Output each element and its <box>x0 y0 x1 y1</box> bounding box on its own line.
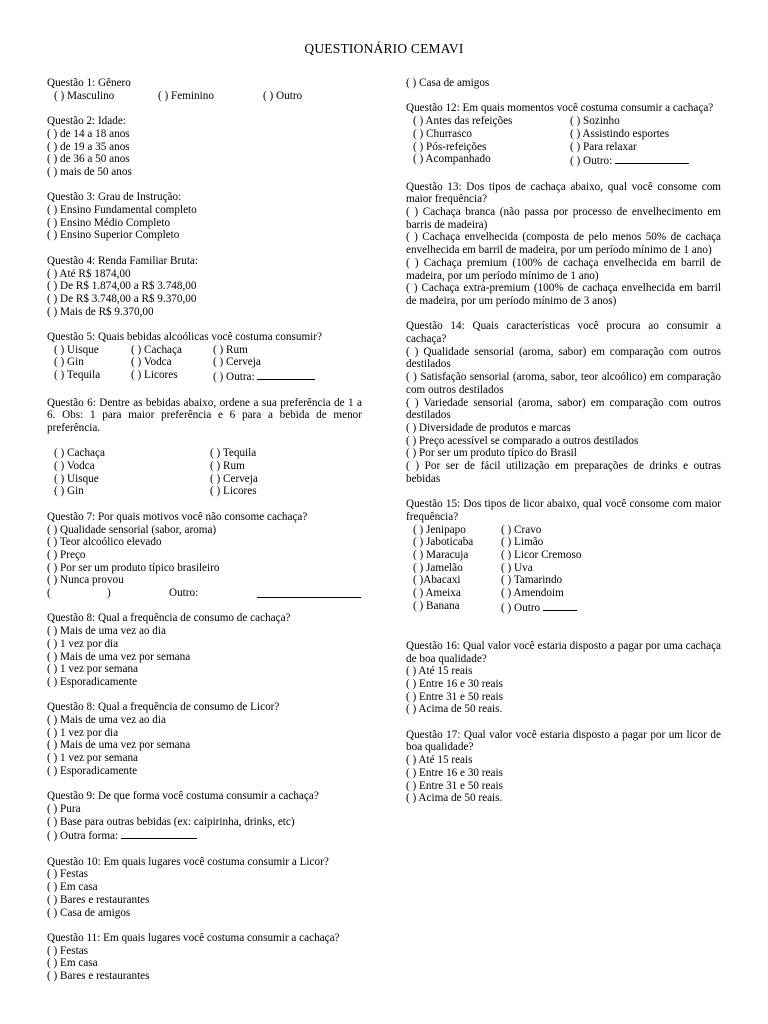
option[interactable]: ( ) Até R$ 1874,00 <box>47 267 131 280</box>
other-blank-line[interactable] <box>257 587 361 598</box>
option[interactable]: ( ) Cachaça branca (não passa por processo de envelhecimento em barris de madeira) <box>406 206 721 231</box>
outra-forma-blank-line[interactable] <box>121 828 197 839</box>
outro-label: ( ) Outro: <box>570 155 613 168</box>
option[interactable]: ( ) Pós-refeições <box>413 140 487 153</box>
question-title: Questão 11: Em quais lugares você costuma consumir a cachaça? <box>47 931 340 944</box>
other-label: Outro: <box>169 587 199 600</box>
option[interactable]: ( ) Variedade sensorial (aroma, sabor) em comparação com outros destilados <box>406 396 721 422</box>
question-title: Questão 14: Quais características você procura ao consumir a cachaça? <box>406 320 721 346</box>
question-title: Questão 8: Qual a frequência de consumo de Licor? <box>47 701 280 714</box>
question-title: Questão 13: Dos tipos de cachaça abaixo, qual você consome com maior frequência? <box>406 180 721 206</box>
option[interactable]: ( ) Ensino Superior Completo <box>47 229 180 242</box>
question-7 <box>47 511 362 600</box>
question-12 <box>406 102 721 168</box>
outro-blank-line[interactable] <box>615 153 689 164</box>
option[interactable]: ( ) Acima de 50 reais. <box>406 792 503 805</box>
option[interactable]: ( ) 1 vez por semana <box>47 752 139 765</box>
paren-close: ) <box>107 587 111 600</box>
question-title: Questão 2: Idade: <box>47 115 126 128</box>
question-title: Questão 16: Qual valor você estaria disposto a pagar por uma cachaça de boa qualidade? <box>406 639 721 665</box>
option[interactable]: ( ) 1 vez por dia <box>47 637 119 650</box>
option-licores[interactable]: ( ) Licores <box>131 369 178 382</box>
option[interactable]: ( ) Diversidade de produtos e marcas <box>406 421 571 434</box>
option-gin[interactable]: ( ) Gin <box>54 356 84 369</box>
question-title: Questão 8: Qual a frequência de consumo de cachaça? <box>47 612 291 625</box>
outra-blank-line[interactable] <box>257 369 315 380</box>
option[interactable]: ( ) Pura <box>47 802 81 815</box>
option[interactable]: ( ) Tamarindo <box>501 574 563 587</box>
question-1 <box>47 77 362 102</box>
question-11-continued <box>406 77 721 90</box>
option[interactable]: ( ) Uva <box>501 561 533 574</box>
question-5 <box>47 331 362 384</box>
question-9 <box>47 790 362 843</box>
option[interactable]: ( ) Ameixa <box>413 587 461 600</box>
outro-label: ( ) Outro <box>501 601 541 614</box>
option[interactable]: ( ) Festas <box>47 868 89 881</box>
option[interactable]: ( ) Em casa <box>47 881 98 894</box>
question-title: Questão 3: Grau de Instrução: <box>47 191 182 204</box>
option-outro[interactable] <box>501 600 651 615</box>
option[interactable]: ( ) de 14 a 18 anos <box>47 127 130 140</box>
option-outra-forma[interactable] <box>47 828 362 843</box>
option-outro[interactable]: ( ) Outro <box>263 89 303 102</box>
option[interactable]: ( ) de 19 a 35 anos <box>47 140 130 153</box>
option[interactable]: ( ) Para relaxar <box>570 140 637 153</box>
option-cerveja[interactable]: ( ) Cerveja <box>213 356 261 369</box>
option[interactable]: ( ) Satisfação sensorial (aroma, sabor, teor alcoólico) em comparação com outros destilados <box>406 371 721 396</box>
option[interactable]: ( ) Cachaça extra-premium (100% de cachaça envelhecida em barril de madeira, por um período mínimo de 3 anos) <box>406 282 721 307</box>
option[interactable]: ( ) 1 vez por dia <box>47 726 119 739</box>
option[interactable]: ( ) Esporadicamente <box>47 764 138 777</box>
question-title: Questão 12: Em quais momentos você costuma consumir a cachaça? <box>406 102 714 115</box>
right-column <box>406 77 721 818</box>
question-title: Questão 15: Dos tipos de licor abaixo, qual você consome com maior frequência? <box>406 498 721 523</box>
question-15 <box>406 498 721 614</box>
question-title: Questão 10: Em quais lugares você costuma consumir a Licor? <box>47 855 329 868</box>
left-column <box>47 77 362 995</box>
question-title: Questão 9: De que forma você costuma consumir a cachaça? <box>47 790 319 803</box>
option[interactable]: ( ) Antes das refeições <box>413 115 513 128</box>
option[interactable]: ( ) Mais de uma vez ao dia <box>47 714 166 726</box>
option[interactable]: ( ) Casa de amigos <box>47 906 131 919</box>
option[interactable]: ( ) Preço acessível se comparado a outros destilados <box>406 434 639 447</box>
option[interactable]: ( ) Entre 16 e 30 reais <box>406 677 503 690</box>
option-vodca[interactable]: ( ) Vodca <box>131 356 172 369</box>
option[interactable]: ( ) Ensino Médio Completo <box>47 216 171 229</box>
option-cachaca[interactable]: ( ) Cachaça <box>54 447 105 460</box>
option[interactable]: ( ) Sozinho <box>570 115 620 128</box>
option[interactable]: ( ) Jamelão <box>413 561 463 574</box>
option[interactable]: ( ) Mais de uma vez por semana <box>47 650 191 663</box>
option[interactable]: ( ) Até 15 reais <box>406 754 473 767</box>
question-11 <box>47 932 362 983</box>
option[interactable]: ( ) Maracuja <box>413 548 469 561</box>
option[interactable]: ( ) Limão <box>501 536 544 549</box>
question-2 <box>47 115 362 179</box>
option[interactable]: ( ) Bares e restaurantes <box>47 893 150 906</box>
option[interactable]: ( ) Bares e restaurantes <box>47 970 150 983</box>
outra-forma-label: ( ) Outra forma: <box>47 830 119 843</box>
option[interactable]: ( ) Qualidade sensorial (sabor, aroma) <box>47 523 217 536</box>
option-licores[interactable]: ( ) Licores <box>210 485 257 498</box>
option[interactable]: ( ) De R$ 3.748,00 a R$ 9.370,00 <box>47 292 197 305</box>
option-rum[interactable]: ( ) Rum <box>213 343 248 356</box>
option[interactable]: ( ) Licor Cremoso <box>501 548 582 561</box>
option-cachaca[interactable]: ( ) Cachaça <box>131 343 182 356</box>
option[interactable]: ( ) Entre 31 e 50 reais <box>406 690 503 703</box>
option-other-row[interactable] <box>47 587 362 600</box>
option[interactable]: ( ) Festas <box>47 944 89 957</box>
option-uisque[interactable]: ( ) Uisque <box>54 343 99 356</box>
question-4 <box>47 255 362 319</box>
option[interactable]: ( ) Qualidade sensorial (aroma, sabor) em comparação com outros destilados <box>406 345 721 371</box>
question-8-cachaca <box>47 612 362 688</box>
option[interactable]: ( ) Churrasco <box>413 127 473 140</box>
option-cerveja[interactable]: ( ) Cerveja <box>210 472 258 485</box>
question-3 <box>47 191 362 242</box>
paren-open: ( <box>47 587 51 600</box>
option[interactable]: ( ) Acima de 50 reais. <box>406 703 503 716</box>
option[interactable]: ( ) Mais de uma vez ao dia <box>47 625 166 638</box>
option[interactable]: ( ) de 36 a 50 anos <box>47 153 130 166</box>
option[interactable]: ( ) Até 15 reais <box>406 665 473 678</box>
option[interactable]: ( ) Mais de uma vez por semana <box>47 739 191 752</box>
question-13 <box>406 181 721 308</box>
option[interactable]: ( ) Nunca provou <box>47 574 124 587</box>
option[interactable]: ( ) Base para outras bebidas (ex: caipirinha, drinks, etc) <box>47 815 295 828</box>
option[interactable]: ( ) Casa de amigos <box>406 77 490 89</box>
option[interactable]: ( ) Cravo <box>501 523 542 536</box>
question-title: Questão 1: Gênero <box>47 77 131 89</box>
question-title: Questão 4: Renda Familiar Bruta: <box>47 254 198 267</box>
outro-blank-line[interactable] <box>543 600 577 611</box>
question-title: Questão 7: Por quais motivos você não consome cachaça? <box>47 510 308 523</box>
question-title: Questão 6: Dentre as bebidas abaixo, ordene a sua preferência de 1 a 6. Obs: 1 para maior preferência e 6 para a bebida de menor preferência. <box>47 396 362 434</box>
option[interactable]: ( ) Banana <box>413 599 460 612</box>
option-gin[interactable]: ( ) Gin <box>54 485 84 498</box>
option[interactable]: ( ) Entre 31 e 50 reais <box>406 779 503 792</box>
option[interactable]: ( ) Em casa <box>47 957 98 970</box>
spacer <box>47 435 362 448</box>
spacer <box>406 627 721 640</box>
option[interactable]: ( ) Cachaça envelhecida (composta de pelo menos 50% de cachaça envelhecida em barril de madeira, por um período mínimo de 1 ano) <box>406 231 721 257</box>
option[interactable]: ( )Abacaxi <box>413 574 461 587</box>
option[interactable]: ( ) Jenipapo <box>413 523 466 536</box>
option-outra-label: ( ) Outra: <box>213 371 255 384</box>
option[interactable]: ( ) Ensino Fundamental completo <box>47 204 197 216</box>
question-title: Questão 17: Qual valor você estaria disposto a pagar por um licor de boa qualidade? <box>406 728 721 754</box>
option[interactable]: ( ) De R$ 1.874,00 a R$ 3.748,00 <box>47 280 197 293</box>
question-16 <box>406 640 721 716</box>
option-feminino[interactable]: ( ) Feminino <box>158 89 214 102</box>
option-outra[interactable] <box>213 369 343 384</box>
option[interactable]: ( ) Acompanhado <box>413 153 491 166</box>
page-title: QUESTIONÁRIO CEMAVI <box>304 41 464 56</box>
question-6 <box>47 397 362 499</box>
option-tequila[interactable]: ( ) Tequila <box>54 369 101 382</box>
option[interactable]: ( ) Amendoim <box>501 587 564 600</box>
option-outro[interactable] <box>570 153 720 168</box>
option[interactable]: ( ) Por ser de fácil utilização em preparações de drinks e outras bebidas <box>406 460 721 485</box>
option-masculino[interactable]: ( ) Masculino <box>54 89 115 102</box>
question-10 <box>47 856 362 920</box>
option[interactable]: ( ) mais de 50 anos <box>47 165 132 178</box>
option[interactable]: ( ) Assistindo esportes <box>570 127 670 140</box>
question-17 <box>406 729 721 805</box>
option[interactable]: ( ) Jaboticaba <box>413 536 474 549</box>
question-8-licor <box>47 701 362 777</box>
option[interactable]: ( ) Cachaça premium (100% de cachaça envelhecida em barril de madeira, por um período mínimo de 1 ano) <box>406 256 721 282</box>
option-tequila[interactable]: ( ) Tequila <box>210 447 257 460</box>
option[interactable]: ( ) Entre 16 e 30 reais <box>406 766 503 779</box>
option[interactable]: ( ) Esporadicamente <box>47 675 138 688</box>
option[interactable]: ( ) 1 vez por semana <box>47 663 139 676</box>
option[interactable]: ( ) Por ser um produto típico brasileiro <box>47 561 220 574</box>
question-14 <box>406 320 721 485</box>
option[interactable]: ( ) Preço <box>47 548 86 561</box>
question-title: Questão 5: Quais bebidas alcoólicas você costuma consumir? <box>47 331 322 343</box>
option[interactable]: ( ) Por ser um produto típico do Brasil <box>406 447 577 460</box>
option[interactable]: ( ) Mais de R$ 9.370,00 <box>47 305 154 318</box>
option[interactable]: ( ) Teor alcoólico elevado <box>47 536 162 549</box>
option-vodca[interactable]: ( ) Vodca <box>54 460 95 472</box>
option-rum[interactable]: ( ) Rum <box>210 460 245 472</box>
option-uisque[interactable]: ( ) Uisque <box>54 472 99 485</box>
